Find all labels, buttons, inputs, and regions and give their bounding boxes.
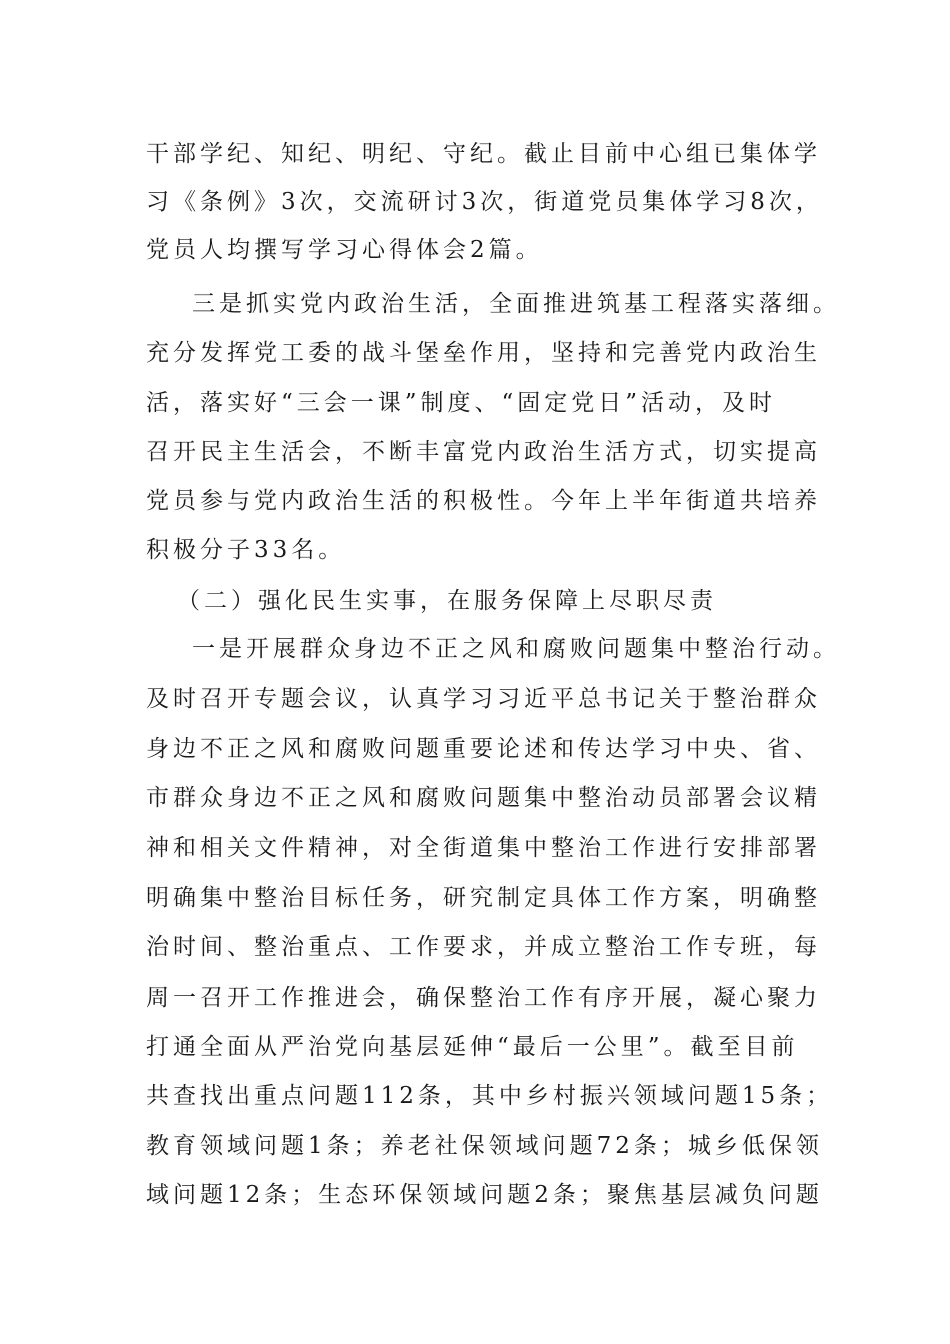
section-heading: （二）强化民生实事，在服务保障上尽职尽责 <box>177 588 717 614</box>
text-line: 教育领域问题1条；养老社保领域问题72条；城乡低保领 <box>146 1133 823 1159</box>
text-line: 党员人均撰写学习心得体会2篇。 <box>146 237 543 263</box>
paragraph-start-line: 一是开展群众身边不正之风和腐败问题集中整治行动。 <box>192 636 840 662</box>
text-line: 明确集中整治目标任务，研究制定具体工作方案，明确整 <box>146 885 821 911</box>
text-line: 打通全面从严治党向基层延伸“最后一公里”。截至目前 <box>146 1034 799 1060</box>
paragraph-start-line: 三是抓实党内政治生活，全面推进筑基工程落实落细。 <box>192 291 840 317</box>
text-line: 干部学纪、知纪、明纪、守纪。截止目前中心组已集体学 <box>146 141 821 167</box>
text-line: 及时召开专题会议，认真学习习近平总书记关于整治群众 <box>146 686 821 712</box>
text-line: 活，落实好“三会一课”制度、“固定党日”活动，及时 <box>146 390 777 416</box>
text-line: 市群众身边不正之风和腐败问题集中整治动员部署会议精 <box>146 785 821 811</box>
text-line: 共查找出重点问题112条，其中乡村振兴领域问题15条； <box>146 1083 834 1109</box>
text-line: 神和相关文件精神，对全街道集中整治工作进行安排部署 <box>146 835 821 861</box>
text-line: 治时间、整治重点、工作要求，并成立整治工作专班，每 <box>146 934 821 960</box>
text-line: 党员参与党内政治生活的积极性。今年上半年街道共培养 <box>146 488 821 514</box>
text-line: 习《条例》3次，交流研讨3次，街道党员集体学习8次， <box>146 189 823 215</box>
text-line: 积极分子33名。 <box>146 537 346 563</box>
text-line: 周一召开工作推进会，确保整治工作有序开展，凝心聚力 <box>146 985 821 1011</box>
text-line: 召开民主生活会，不断丰富党内政治生活方式，切实提高 <box>146 439 821 465</box>
text-line: 域问题12条；生态环保领域问题2条；聚焦基层减负问题 <box>146 1182 823 1208</box>
text-line: 充分发挥党工委的战斗堡垒作用，坚持和完善党内政治生 <box>146 340 821 366</box>
text-line: 身边不正之风和腐败问题重要论述和传达学习中央、省、 <box>146 736 821 762</box>
